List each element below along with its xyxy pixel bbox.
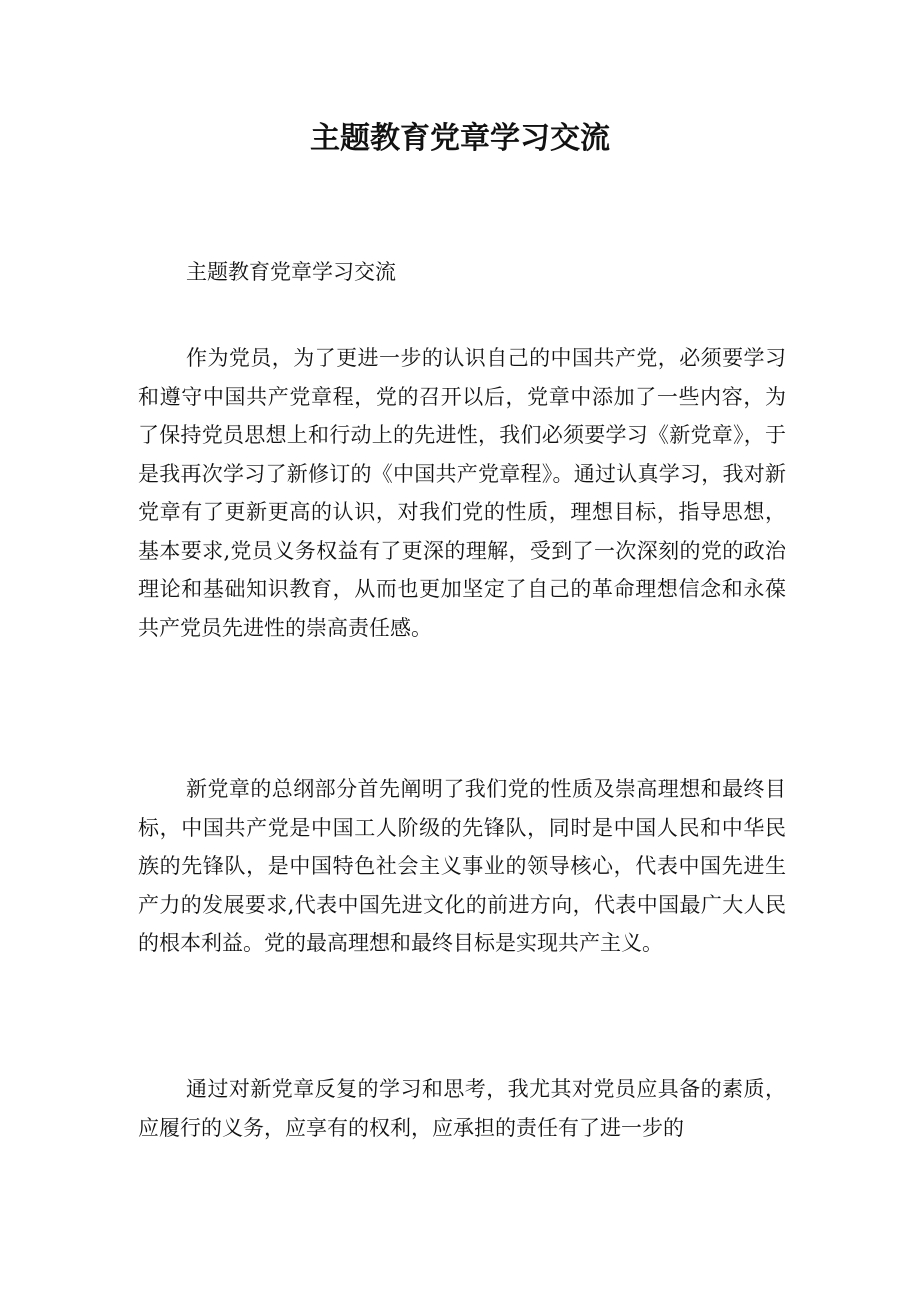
document-title: 主题教育党章学习交流 xyxy=(310,121,610,156)
document-subtitle: 主题教育党章学习交流 xyxy=(186,260,396,284)
paragraph-1: 作为党员，为了更进一步的认识自己的中国共产党，必须要学习和遵守中国共产党章程，党的召开以后，党章中添加了一些内容，为了保持党员思想上和行动上的先进性，我们必须要学习《新党章》，于是我再次学习了新修订的《中国共产党章程》。通过认真学习，我对新党章有了更新更高的认识，对我们党的性质，理想目标，指导思想，基本要求,党员义务权益有了更深的理解，受到了一次深刻的党的政治理论和基础知识教育，从而也更加坚定了自己的革命理想信念和永葆共产党员先进性的崇高责任感。 xyxy=(138,346,786,640)
paragraph-2: 新党章的总纲部分首先阐明了我们党的性质及崇高理想和最终目标，中国共产党是中国工人阶级的先锋队，同时是中国人民和中华民族的先锋队，是中国特色社会主义事业的领导核心，代表中国先进生产力的发展要求,代表中国先进文化的前进方向，代表中国最广大人民的根本利益。党的最高理想和最终目标是实现共产主义。 xyxy=(138,777,786,955)
paragraph-3: 通过对新党章反复的学习和思考，我尤其对党员应具备的素质，应履行的义务，应享有的权利，应承担的责任有了进一步的 xyxy=(138,1077,786,1140)
